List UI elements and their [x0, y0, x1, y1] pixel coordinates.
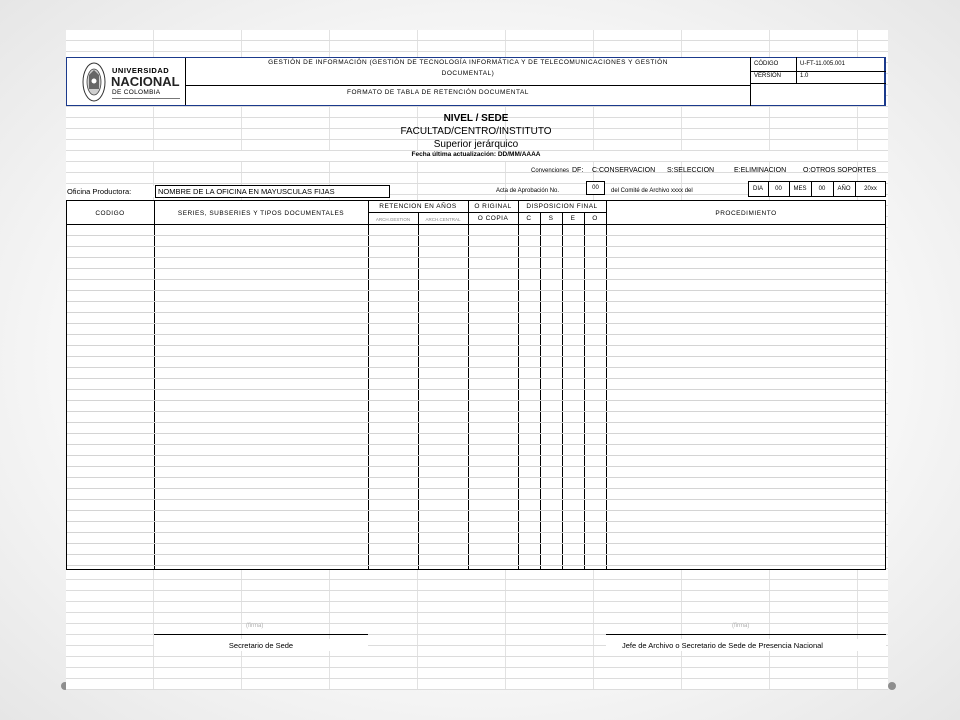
conventions-label: Convenciones [531, 168, 570, 174]
logo-underline [112, 98, 180, 99]
table-header-bottom [66, 224, 886, 225]
fecha-actualizacion: Fecha última actualización: DD/MM/AAAA [411, 151, 541, 158]
signature-line-right [606, 634, 886, 635]
col-retencion-header: RETENCION EN AÑOS [379, 203, 457, 210]
table-row [67, 499, 885, 500]
table-row [67, 411, 885, 412]
col-divider [418, 212, 419, 570]
table-row [67, 378, 885, 379]
logo-line1: UNIVERSIDAD [112, 66, 170, 75]
col-divider [584, 212, 585, 570]
table-row [67, 400, 885, 401]
mes-label: MES [793, 186, 807, 192]
col-e-header: E [570, 215, 576, 222]
anio-value[interactable]: 20xx [864, 186, 877, 192]
facultad-title: FACULTAD/CENTRO/INSTITUTO [400, 126, 552, 137]
dia-value[interactable]: 00 [775, 186, 782, 192]
conventions-s: S:SELECCION [667, 167, 715, 174]
col-original-header: O RIGINAL [474, 203, 512, 210]
table-row [67, 422, 885, 423]
header-title-line2: DOCUMENTAL) [441, 70, 495, 77]
firma-left: (firma) [246, 623, 264, 629]
table-row [67, 334, 885, 335]
logo-line3: DE COLOMBIA [112, 89, 161, 96]
codigo-value: U-FT-11.005.001 [800, 61, 845, 67]
col-divider [540, 212, 541, 570]
comite-text: del Comité de Archivo xxxx del [611, 188, 693, 194]
table-row [67, 543, 885, 544]
table-row [67, 323, 885, 324]
table-row [67, 532, 885, 533]
col-divider [562, 212, 563, 570]
table-row [67, 290, 885, 291]
col-divider [368, 200, 369, 570]
table-row [67, 521, 885, 522]
col-procedimiento-header: PROCEDIMIENTO [715, 210, 777, 217]
codigo-label: CÓDIGO [754, 61, 779, 67]
version-divider [750, 83, 886, 84]
code-label-divider [796, 57, 797, 83]
header-subtitle: FORMATO DE TABLA DE RETENCIÓN DOCUMENTAL [347, 89, 529, 96]
col-o-header: O [592, 215, 598, 222]
superior-title: Superior jerárquico [433, 139, 519, 150]
col-divider [518, 200, 519, 570]
logo-cell [68, 58, 186, 105]
conventions-e: E:ELIMINACION [734, 167, 787, 174]
spreadsheet-document [66, 30, 888, 690]
mes-value[interactable]: 00 [818, 186, 826, 192]
col-arch-gestion-header: ARCH.GESTION [375, 217, 411, 222]
retention-table [66, 200, 886, 570]
table-row [67, 312, 885, 313]
col-s-header: S [548, 215, 554, 222]
table-row [67, 279, 885, 280]
conventions-o: O:OTROS SOPORTES [803, 167, 876, 174]
table-row [67, 444, 885, 445]
col-divider [468, 200, 469, 570]
table-row [67, 488, 885, 489]
header-title-divider [185, 85, 750, 86]
table-row [67, 235, 885, 236]
version-label: VERSIÓN [754, 73, 782, 79]
table-row [67, 510, 885, 511]
office-name-value: NOMBRE DE LA OFICINA EN MAYUSCULAS FIJAS [158, 187, 335, 196]
table-row [67, 455, 885, 456]
dia-label: DIA [752, 186, 763, 192]
signature-left-label: Secretario de Sede [228, 641, 294, 650]
col-divider [154, 200, 155, 570]
retencion-subdivider [368, 212, 518, 213]
acta-label: Acta de Aprobación No. [496, 188, 560, 194]
table-row [67, 345, 885, 346]
table-row [67, 246, 885, 247]
table-row [67, 565, 885, 566]
table-row [67, 268, 885, 269]
university-seal-icon [81, 61, 107, 103]
col-series-header: SERIES, SUBSERIES Y TIPOS DOCUMENTALES [177, 210, 345, 217]
table-row [67, 301, 885, 302]
table-row [67, 389, 885, 390]
table-row [67, 466, 885, 467]
anio-label: AÑO [837, 186, 851, 192]
slide-right-dot [888, 682, 896, 690]
version-value: 1.0 [800, 73, 809, 79]
firma-right: (firma) [732, 623, 750, 629]
signature-line-left [154, 634, 368, 635]
logo-line2: NACIONAL [111, 74, 180, 89]
acta-number: 00 [592, 185, 599, 191]
nivel-sede-title: NIVEL / SEDE [443, 113, 509, 124]
col-divider [606, 200, 607, 570]
header-title-line1: GESTIÓN DE INFORMACIÓN (GESTIÓN DE TECNOLOGÍA INFORMÁTICA Y DE TELECOMUNICACIONES Y GESTIÓN [268, 59, 668, 66]
header-divider [750, 57, 751, 106]
table-row [67, 367, 885, 368]
col-disposicion-header: DISPOSICION FINAL [526, 203, 598, 210]
table-row [67, 433, 885, 434]
signature-right-label: Jefe de Archivo o Secretario de Sede de Presencia Nacional [622, 641, 823, 650]
col-c-header: C [526, 215, 532, 222]
table-row [67, 477, 885, 478]
conventions-df: DF: [572, 167, 584, 174]
table-row [67, 356, 885, 357]
office-label: Oficina Productora: [67, 187, 132, 196]
col-codigo-header: CODIGO [95, 210, 125, 217]
conventions-c: C:CONSERVACION [592, 167, 656, 174]
col-copia-header: O COPIA [477, 215, 509, 222]
table-row [67, 554, 885, 555]
col-arch-central-header: ARCH.CENTRAL [425, 217, 461, 222]
codigo-divider [750, 71, 886, 72]
table-row [67, 257, 885, 258]
